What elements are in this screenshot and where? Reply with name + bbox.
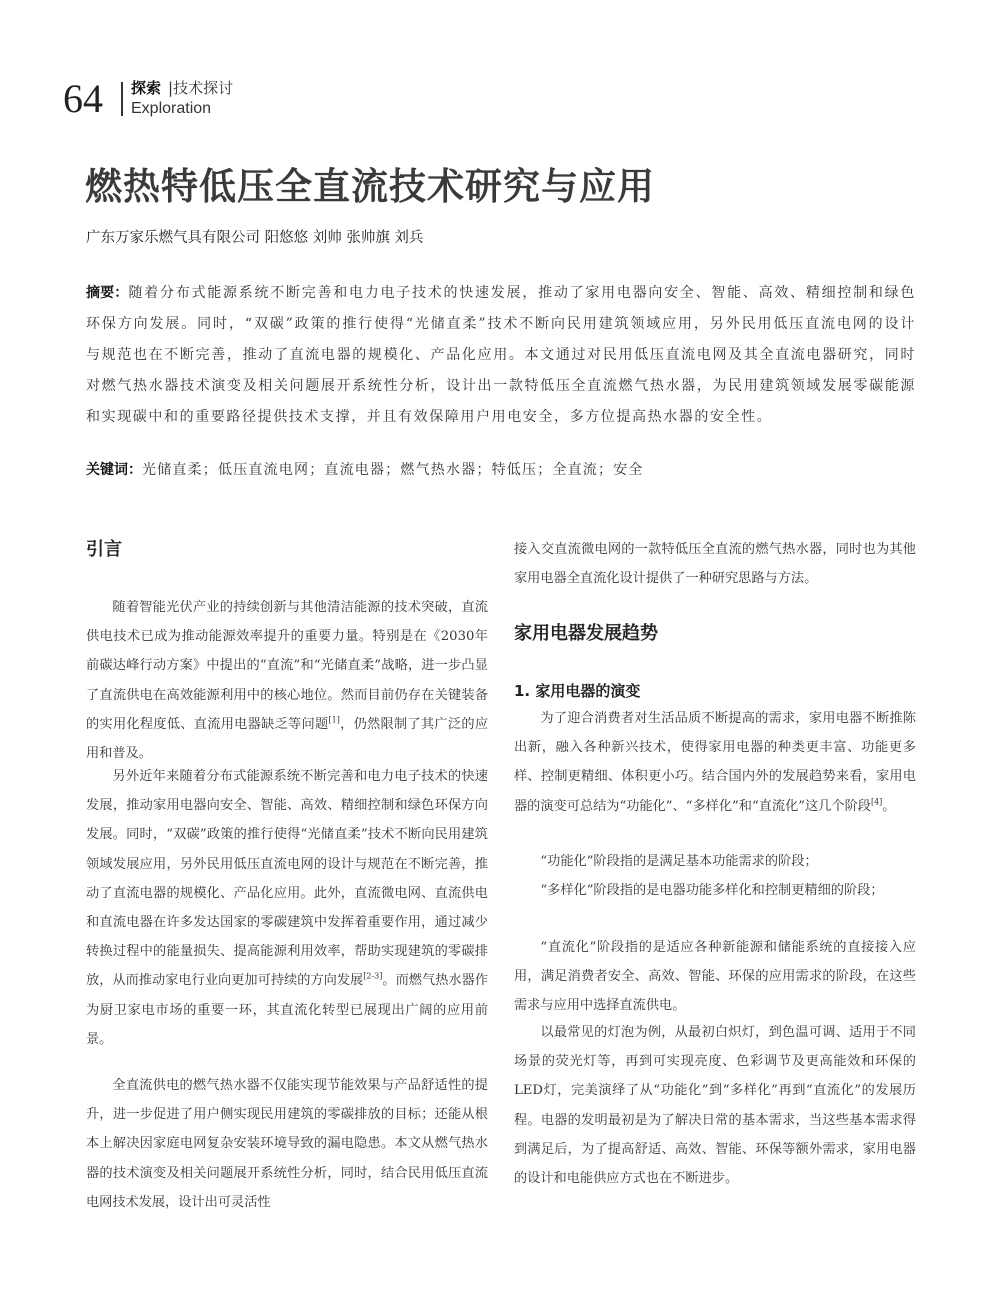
citation-ref: [4] — [870, 797, 883, 807]
section-label — [131, 78, 233, 98]
abstract-label: 摘要： — [86, 285, 129, 301]
section-name: 探索 — [131, 79, 162, 97]
keywords — [86, 456, 916, 484]
intro-p2-text: 另外近年来随着分布式能源系统不断完善和电力电子技术的快速发展，推动家用电器向安全、智能、高效、精细控制和绿色环保方向发展。同时，“双碳”政策的推行使得“光储直柔”技术不断向民用建筑领域发展应用，另外民用低压直流电网的设计与规范在不断完善，推动了直流电器的规模化、产品化应用。此外，直流微电网、直流供电和直流电器在许多发达国家的零碳建筑中发挥着重要作用，通过减少转换过程中的能量损失、提高能源利用效率，帮助实现建筑的零碳排放，从而推动家电行业向更加可持续的方向发展 — [86, 769, 488, 989]
keywords-text: 光储直柔；低压直流电网；直流电器；燃气热水器；特低压；全直流；安全 — [142, 462, 644, 478]
intro-heading: 引言 — [86, 539, 122, 560]
trend-paragraph-1 — [514, 704, 916, 821]
abstract-text: 随着分布式能源系统不断完善和电力电子技术的快速发展，推动了家用电器向安全、智能、高效、精细控制和绿色环保方向发展。同时，“双碳”政策的推行使得“光储直柔”技术不断向民用建筑领域应用，另外民用低压直流电网的设计与规范也在不断完善，推动了直流电器的规模化、产品化应用。本文通过对民用低压直流电网及其全直流电器研究，同时对燃气热水器技术演变及相关问题展开系统性分析，设计出一款特低压全直流燃气热水器，为民用建筑领域发展零碳能源和实现碳中和的重要路径提供技术支撑，并且有效保障用户用电安全，多方位提高热水器的安全性。 — [86, 285, 917, 425]
trend-heading: 家用电器发展趋势 — [514, 623, 658, 644]
trend-paragraph-5: 以最常见的灯泡为例，从最初白炽灯，到色温可调、适用于不同场景的荧光灯等，再到可实现亮度、色彩调节及更高能效和环保的LED灯，完美演绎了从“功能化”到“多样化”再到“直流化”的发展历程。电器的发明最初是为了解决日常的基本需求，当这些基本需求得到满足后，为了提高舒适、高效、智能、环保等额外需求，家用电器的设计和电能供应方式也在不断进步。 — [514, 1025, 916, 1187]
citation-ref: [1] — [328, 715, 340, 725]
intro-p1-tail: ，仍然限制了其广泛的应用和普及。 — [86, 716, 489, 762]
citation-ref: [2-3] — [363, 972, 383, 982]
section-name-en: Exploration — [131, 100, 212, 117]
intro-p1-text: 随着智能光伏产业的持续创新与其他清洁能源的技术突破，直流供电技术已成为推动能源效率提升的重要力量。特别是在《2030年前碳达峰行动方案》中提出的“直流”和“光储直柔”战略，进一步凸显了直流供电在高效能源利用中的核心地位。然而目前仍存在关键装备的实用化程度低、直流用电器缺乏等问题 — [86, 600, 488, 732]
intro-p2-tail: 。而燃气热水器作为厨卫家电市场的重要一环，其直流化转型已展现出广阔的应用前景。 — [86, 973, 489, 1047]
subsection-name: 技术探讨 — [173, 79, 234, 97]
intro-paragraph-3: 全直流供电的燃气热水器不仅能实现节能效果与产品舒适性的提升，进一步促进了用户侧实现民用建筑的零碳排放的目标；还能从根本上解决因家庭电网复杂安装环境导致的漏电隐患。本文从燃气热水器的技术演变及相关问题展开系统性分析，同时，结合民用低压直流电网技术发展，设计出可灵活性 — [86, 1078, 488, 1210]
trend-paragraph-4: “直流化”阶段指的是适应各种新能源和储能系统的直接接入应用，满足消费者安全、高效、智能、环保的应用需求的阶段，在这些需求与应用中选择直流供电。 — [514, 940, 916, 1014]
trend-p1-tail: 。 — [882, 798, 896, 814]
trend-paragraph-2: “功能化”阶段指的是满足基本功能需求的阶段； — [540, 854, 818, 869]
trend-subheading: 1. 家用电器的演变 — [514, 682, 641, 700]
section-separator: | — [168, 79, 174, 97]
trend-p1-text: 为了迎合消费者对生活品质不断提高的需求，家用电器不断推陈出新，融入各种新兴技术，使得家用电器的种类更丰富、功能更多样、控制更精细、体积更小巧。结合国内外的发展趋势来看，家用电器的演变可总结为“功能化”、“多样化”和“直流化”这几个阶段 — [514, 711, 916, 814]
intro-paragraph-2 — [86, 762, 488, 1054]
abstract — [86, 278, 916, 433]
intro-continuation: 接入交直流微电网的一款特低压全直流的燃气热水器，同时也为其他家用电器全直流化设计提供了一种研究思路与方法。 — [514, 542, 916, 587]
page-number: 64 — [63, 76, 103, 121]
trend-paragraph-3: “多样化”阶段指的是电器功能多样化和控制更精细的阶段； — [540, 883, 884, 898]
keywords-label: 关键词： — [86, 462, 142, 478]
article-title: 燃热特低压全直流技术研究与应用 — [85, 165, 655, 208]
header-divider — [121, 82, 123, 116]
article-authors: 广东万家乐燃气具有限公司 阳悠悠 刘帅 张帅旗 刘兵 — [86, 230, 424, 246]
intro-paragraph-1 — [86, 593, 488, 768]
